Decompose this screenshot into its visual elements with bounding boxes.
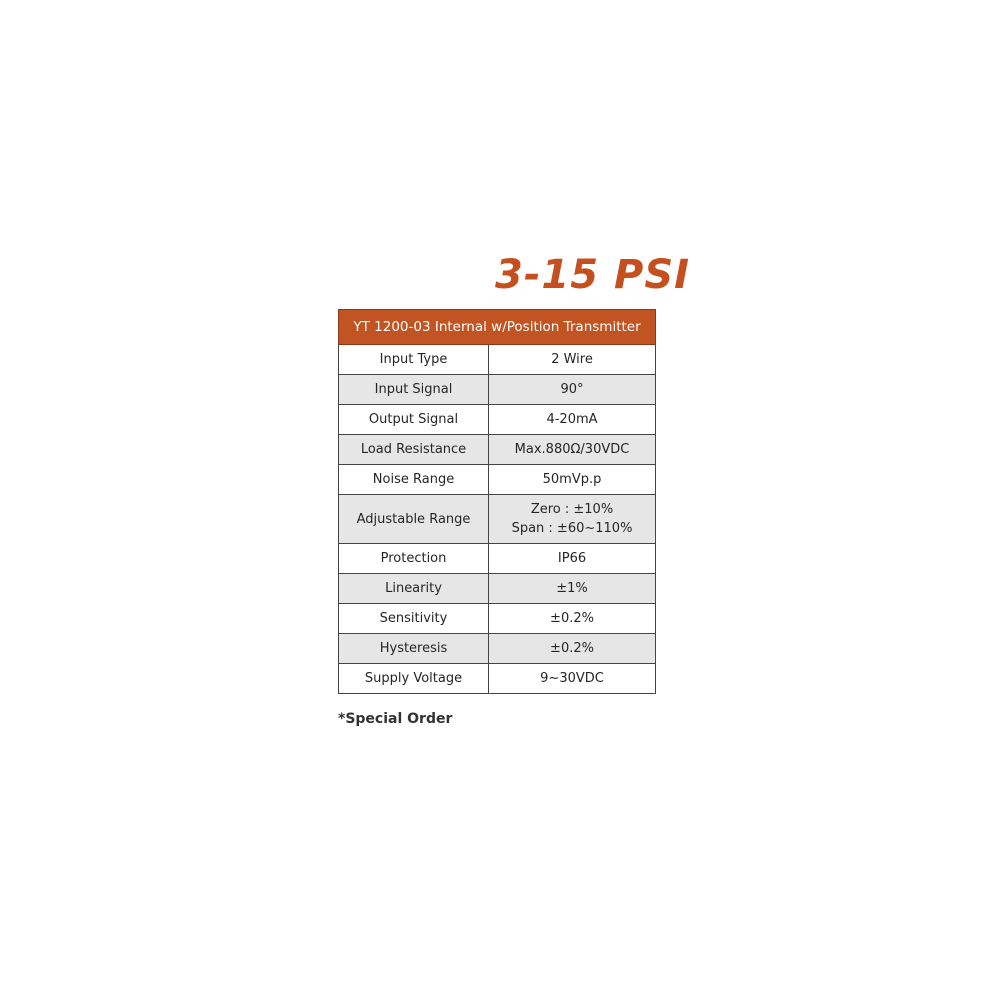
row-label: Supply Voltage (339, 664, 489, 694)
row-label: Linearity (339, 574, 489, 604)
row-value: 9~30VDC (489, 664, 656, 694)
row-value: 90° (489, 375, 656, 405)
zero-range-value: Zero : ±10% (530, 502, 614, 517)
row-value: ±0.2% (489, 634, 656, 664)
row-label: Output Signal (339, 405, 489, 435)
table-row (339, 345, 656, 375)
row-label: Noise Range (339, 465, 489, 495)
row-value: 2 Wire (489, 345, 656, 375)
spec-table (338, 309, 656, 694)
page-title: 3-15 PSI (495, 252, 691, 298)
row-value: 50mVp.p (489, 465, 656, 495)
footnote: *Special Order (338, 711, 453, 727)
row-value: 4-20mA (489, 405, 656, 435)
table-row (339, 604, 656, 634)
row-value (489, 495, 656, 544)
table-row (339, 574, 656, 604)
row-label: Hysteresis (339, 634, 489, 664)
table-row (339, 375, 656, 405)
table-row (339, 544, 656, 574)
table-header: YT 1200-03 Internal w/Position Transmitter (339, 310, 656, 345)
row-value: ±0.2% (489, 604, 656, 634)
table-row (339, 664, 656, 694)
row-label: Adjustable Range (339, 495, 489, 544)
row-label: Input Signal (339, 375, 489, 405)
row-label: Input Type (339, 345, 489, 375)
row-value: IP66 (489, 544, 656, 574)
row-label: Protection (339, 544, 489, 574)
row-label: Sensitivity (339, 604, 489, 634)
row-label: Load Resistance (339, 435, 489, 465)
table-row (339, 634, 656, 664)
table-row (339, 405, 656, 435)
table-row (339, 465, 656, 495)
table-row (339, 435, 656, 465)
row-value: Max.880Ω/30VDC (489, 435, 656, 465)
row-value: ±1% (489, 574, 656, 604)
table-header-row (339, 310, 656, 345)
span-range-value: Span : ±60~110% (511, 521, 633, 536)
table-row (339, 495, 656, 544)
